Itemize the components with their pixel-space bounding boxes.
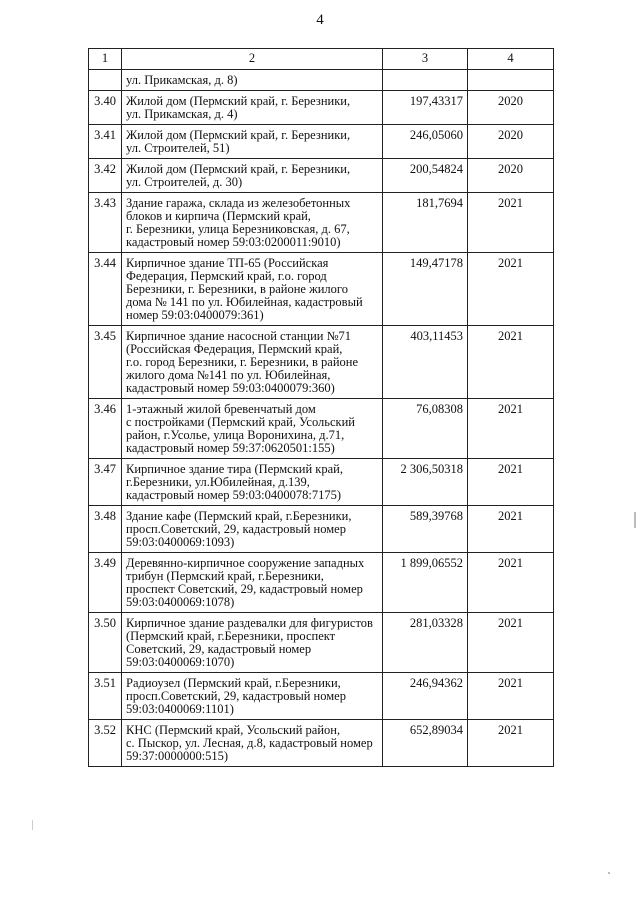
row-year: 2021 — [468, 553, 554, 613]
row-area: 2 306,50318 — [383, 459, 468, 506]
row-year: 2021 — [468, 253, 554, 326]
row-area: 403,11453 — [383, 326, 468, 399]
column-header-3: 3 — [383, 49, 468, 70]
continuation-num-cell — [89, 70, 122, 91]
scan-artifact — [608, 872, 610, 874]
row-area: 197,43317 — [383, 91, 468, 125]
table-row — [89, 159, 554, 193]
row-number: 3.44 — [89, 253, 122, 326]
row-number: 3.47 — [89, 459, 122, 506]
scan-artifact — [634, 512, 636, 528]
row-number: 3.42 — [89, 159, 122, 193]
row-description: Кирпичное здание тира (Пермский край, г.Березники, ул.Юбилейная, д.139, кадастровый номер 59:03:0400078:7175) — [122, 459, 383, 506]
continuation-area-cell — [383, 70, 468, 91]
row-year: 2021 — [468, 613, 554, 673]
row-number: 3.51 — [89, 673, 122, 720]
row-area: 281,03328 — [383, 613, 468, 673]
column-header-4: 4 — [468, 49, 554, 70]
row-area: 181,7694 — [383, 193, 468, 253]
table-row — [89, 91, 554, 125]
column-header-2: 2 — [122, 49, 383, 70]
continuation-row — [89, 70, 554, 91]
row-description: Здание кафе (Пермский край, г.Березники, просп.Советский, 29, кадастровый номер 59:03:0400069:1093) — [122, 506, 383, 553]
row-year: 2020 — [468, 125, 554, 159]
table-row — [89, 613, 554, 673]
row-number: 3.46 — [89, 399, 122, 459]
row-area: 200,54824 — [383, 159, 468, 193]
row-area: 1 899,06552 — [383, 553, 468, 613]
row-number: 3.45 — [89, 326, 122, 399]
row-description: Деревянно-кирпичное сооружение западных трибун (Пермский край, г.Березники, проспект Советский, 29, кадастровый номер 59:03:0400069:1078) — [122, 553, 383, 613]
row-year: 2021 — [468, 673, 554, 720]
row-number: 3.40 — [89, 91, 122, 125]
table-row — [89, 459, 554, 506]
row-number: 3.41 — [89, 125, 122, 159]
row-description: Радиоузел (Пермский край, г.Березники, просп.Советский, 29, кадастровый номер 59:03:0400069:1101) — [122, 673, 383, 720]
table-row — [89, 193, 554, 253]
table-row — [89, 125, 554, 159]
row-number: 3.50 — [89, 613, 122, 673]
row-number: 3.43 — [89, 193, 122, 253]
row-description: Жилой дом (Пермский край, г. Березники, ул. Строителей, 51) — [122, 125, 383, 159]
table-row — [89, 399, 554, 459]
row-number: 3.48 — [89, 506, 122, 553]
column-header-1: 1 — [89, 49, 122, 70]
table-row — [89, 506, 554, 553]
row-description: Жилой дом (Пермский край, г. Березники, ул. Строителей, д. 30) — [122, 159, 383, 193]
row-year: 2020 — [468, 91, 554, 125]
page-number: 4 — [316, 12, 324, 28]
continuation-text: ул. Прикамская, д. 8) — [122, 70, 383, 91]
table-header-row — [89, 49, 554, 70]
row-description: Кирпичное здание раздевалки для фигуристов (Пермский край, г.Березники, проспект Советский, 29, кадастровый номер 59:03:0400069:1070) — [122, 613, 383, 673]
row-description: 1-этажный жилой бревенчатый дом с постройками (Пермский край, Усольский район, г.Усолье, улица Воронихина, д.71, кадастровый номер 59:37:0620501:155) — [122, 399, 383, 459]
row-description: Здание гаража, склада из железобетонных блоков и кирпича (Пермский край, г. Березники, улица Березниковская, д. 67, кадастровый номер 59:03:0200011:9010) — [122, 193, 383, 253]
row-year: 2021 — [468, 326, 554, 399]
row-year: 2021 — [468, 459, 554, 506]
row-description: КНС (Пермский край, Усольский район, с. Пыскор, ул. Лесная, д.8, кадастровый номер 59:37:0000000:515) — [122, 720, 383, 767]
property-registry-table — [88, 48, 554, 767]
row-number: 3.49 — [89, 553, 122, 613]
table-row — [89, 553, 554, 613]
row-year: 2021 — [468, 506, 554, 553]
row-year: 2020 — [468, 159, 554, 193]
table-row — [89, 673, 554, 720]
row-number: 3.52 — [89, 720, 122, 767]
row-description: Кирпичное здание ТП-65 (Российская Федерация, Пермский край, г.о. город Березники, г. Березники, в районе жилого дома № 141 по ул. Юбилейная, кадастровый номер 59:03:0400079:361) — [122, 253, 383, 326]
row-year: 2021 — [468, 720, 554, 767]
row-area: 652,89034 — [383, 720, 468, 767]
table-row — [89, 326, 554, 399]
row-year: 2021 — [468, 399, 554, 459]
scan-artifact — [32, 820, 33, 830]
row-area: 589,39768 — [383, 506, 468, 553]
table-row — [89, 720, 554, 767]
row-area: 76,08308 — [383, 399, 468, 459]
table-row — [89, 253, 554, 326]
row-area: 246,94362 — [383, 673, 468, 720]
row-description: Кирпичное здание насосной станции №71 (Российская Федерация, Пермский край, г.о. город Березники, г. Березники, в районе жилого дома №141 по ул. Юбилейная, кадастровый номер 59:03:0400079:360) — [122, 326, 383, 399]
continuation-year-cell — [468, 70, 554, 91]
row-year: 2021 — [468, 193, 554, 253]
row-area: 149,47178 — [383, 253, 468, 326]
row-description: Жилой дом (Пермский край, г. Березники, ул. Прикамская, д. 4) — [122, 91, 383, 125]
row-area: 246,05060 — [383, 125, 468, 159]
